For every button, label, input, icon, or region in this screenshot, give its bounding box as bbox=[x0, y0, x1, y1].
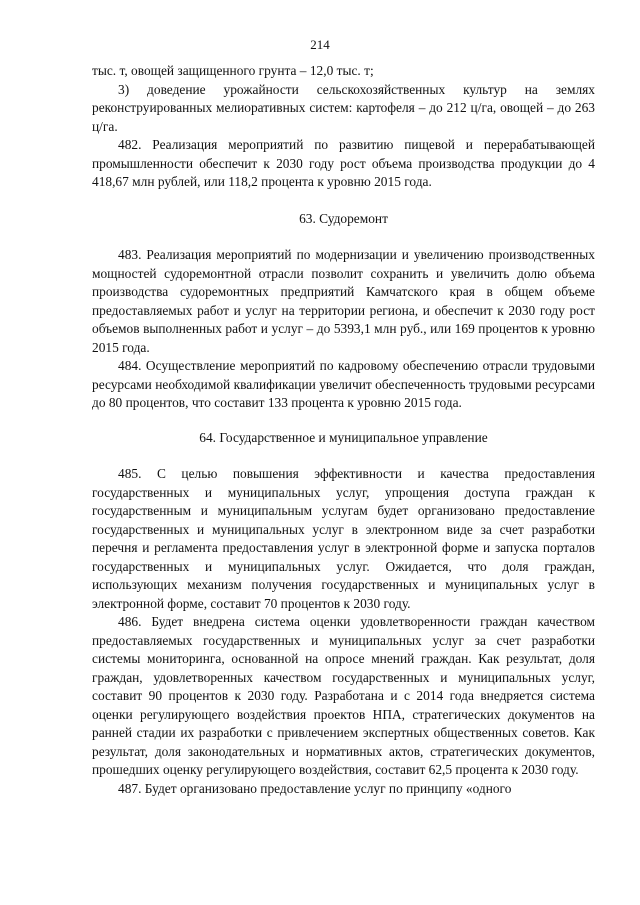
document-body bbox=[92, 62, 595, 798]
paragraph-487: 487. Будет организовано предоставление услуг по принципу «одного bbox=[118, 780, 512, 796]
section-heading-63: 63. Судоремонт bbox=[299, 210, 388, 226]
paragraph-486: 486. Будет внедрена система оценки удовлетворенности граждан качеством предоставляемых государственных и муниципальных услуг за счет разработки системы мониторинга, основанной на опросе мнений граждан. Как результат, доля граждан, удовлетворенных качеством государственных и муниципальных услуг, составит 90 процентов к 2030 году. Разработана и с 2014 года внедряется система оценки регулирующего воздействия проектов НПА, стратегических документов на ранней стадии их разработки с привлечением экспертных общественных советов. Как результат, доля законодательных и нормативных актов, стратегических документов, прошедших оценку регулирующего воздействия, составит 62,5 процента к 2030 году. bbox=[92, 614, 595, 777]
paragraph-484: 484. Осуществление мероприятий по кадровому обеспечению отрасли трудовыми ресурсами необходимой квалификации увеличит обеспеченность трудовыми ресурсами до 80 процентов, что составит 133 процента к уровню 2015 года. bbox=[92, 358, 595, 410]
paragraph-483: 483. Реализация мероприятий по модернизации и увеличению производственных мощностей судоремонтной отрасли позволит сохранить и увеличить долю объема производства судоремонтных предприятий Камчатского края в общем объеме предоставляемых работ и услуг на территории региона, и обеспечит к 2030 году рост объемов выполненных работ и услуг – до 5393,1 млн руб., или 169 процентов к уровню 2015 года. bbox=[92, 247, 595, 355]
paragraph-485: 485. С целью повышения эффективности и качества предоставления государственных и муниципальных услуг, упрощения доступа граждан к государственным и муниципальным услугам будет организовано предоставление государственных и муниципальных услуг в электронном виде за счет разработки перечня и регламента предоставления услуг в электронной форме и запуска порталов государственных и муниципальных услуг. Ожидается, что доля граждан, использующих механизм получения государственных и муниципальных услуг в электронной форме, составит 70 процентов к 2030 году. bbox=[92, 466, 595, 611]
paragraph-482: 482. Реализация мероприятий по развитию пищевой и перерабатывающей промышленности обеспечит к 2030 году рост объема производства продукции до 4 418,67 млн рублей, или 118,2 процента к уровню 2015 года. bbox=[92, 137, 595, 189]
page-number: 214 bbox=[310, 37, 330, 52]
section-heading-64: 64. Государственное и муниципальное управление bbox=[199, 429, 488, 445]
paragraph-continuation: тыс. т, овощей защищенного грунта – 12,0 тыс. т; bbox=[92, 63, 374, 78]
paragraph-item-3: 3) доведение урожайности сельскохозяйственных культур на землях реконструированных мелиоративных систем: картофеля – до 212 ц/га, овощей – до 263 ц/га. bbox=[92, 81, 595, 134]
